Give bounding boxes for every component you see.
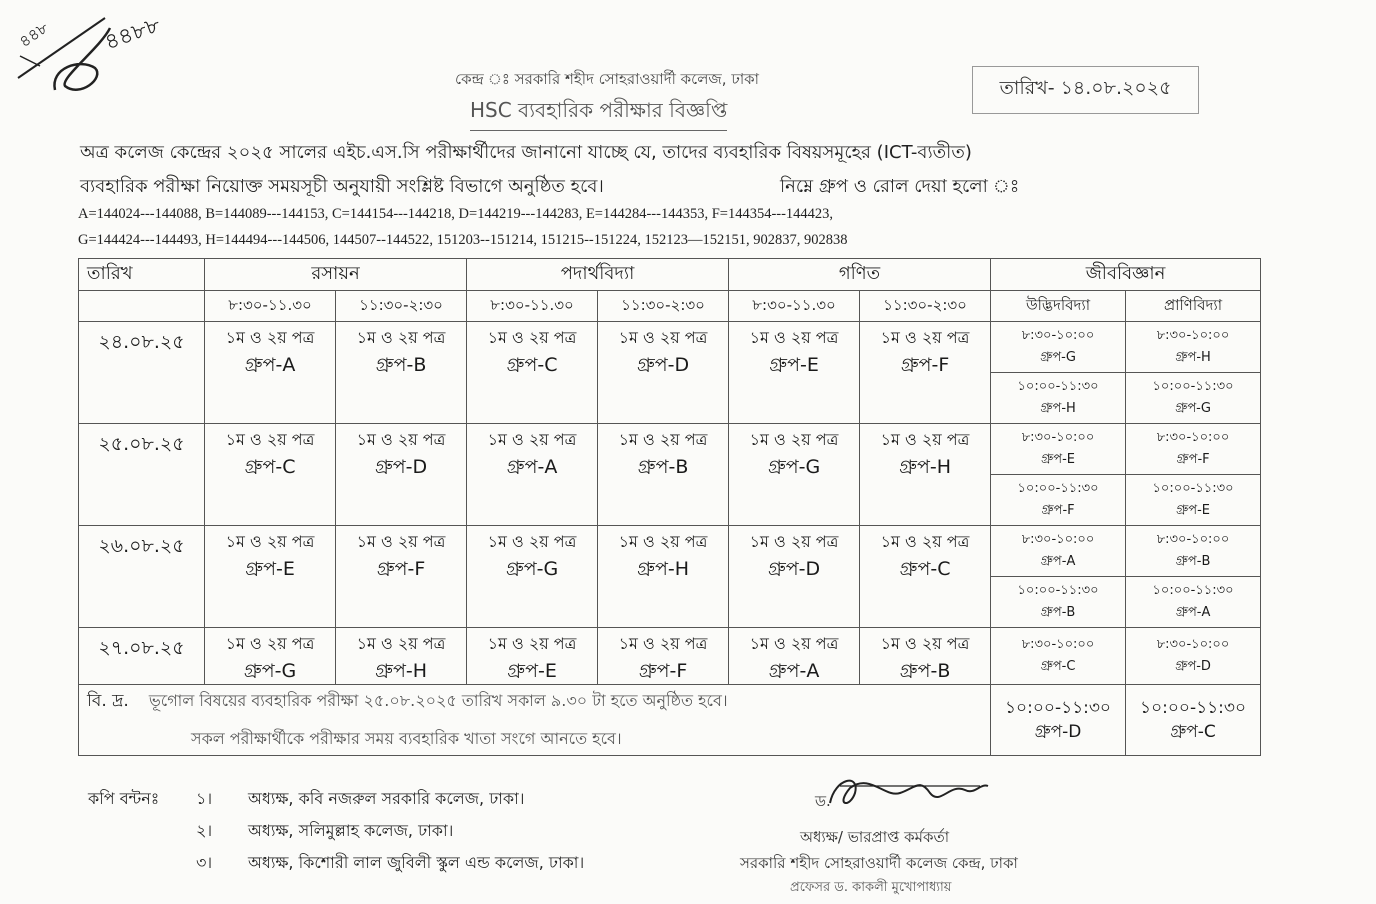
paper-label: ১ম ও ২য় পত্র	[880, 532, 970, 551]
bio-cell	[1126, 322, 1261, 373]
bio-group: গ্রুপ-C	[1040, 659, 1076, 674]
time-slot: ১১:৩০-২:৩০	[860, 291, 991, 322]
exam-cell	[598, 322, 729, 424]
schedule-row	[79, 424, 1261, 475]
bio-time: ৮:৩০-১০:০০	[1156, 430, 1230, 445]
group-label: গ্রুপ-D	[767, 558, 821, 580]
paper-label: ১ম ও ২য় পত্র	[487, 328, 577, 347]
paper-label: ১ম ও ২য় পত্র	[618, 430, 708, 449]
notice-line-1: অত্র কলেজ কেন্দ্রের ২০২৫ সালের এইচ.এস.সি পরীক্ষার্থীদের জানানো যাচ্ছে যে, তাদের ব্যবহারিক বিষয়সমূহের (ICT-ব্যতীত)	[80, 142, 972, 163]
paper-label: ১ম ও ২য় পত্র	[225, 532, 315, 551]
bio-group: গ্রুপ-H	[1175, 350, 1211, 365]
paper-label: ১ম ও ২য় পত্র	[749, 430, 839, 449]
paper-label: ১ম ও ২য় পত্র	[749, 634, 839, 653]
bio-time: ১০:০০-১১:৩০	[1152, 481, 1234, 496]
bio-time: ১০:০০-১১:৩০	[1005, 698, 1111, 718]
exam-cell	[205, 628, 336, 685]
group-label: গ্রুপ-G	[505, 558, 559, 580]
subject-chemistry: রসায়ন	[205, 259, 467, 291]
bio-time: ৮:৩০-১০:০০	[1021, 328, 1095, 343]
bio-sub-botany: উদ্ভিদবিদ্যা	[991, 291, 1126, 322]
bio-group: গ্রুপ-G	[1040, 350, 1076, 365]
exam-cell	[205, 526, 336, 628]
bio-group: গ্রুপ-E	[1041, 452, 1076, 467]
bio-group: গ্রুপ-D	[1175, 659, 1211, 674]
note-cell	[79, 685, 991, 756]
bio-time: ১০:০০-১১:৩০	[1017, 481, 1099, 496]
paper-label: ১ম ও ২য় পত্র	[225, 328, 315, 347]
notice-line-2: ব্যবহারিক পরীক্ষা নিয়োক্ত সময়সূচী অনুযায়ী সংশ্লিষ্ট বিভাগে অনুষ্ঠিত হবে।	[80, 176, 604, 197]
exam-cell	[860, 526, 991, 628]
copy-item-2: অধ্যক্ষ, সলিমুল্লাহ কলেজ, ঢাকা।	[248, 821, 454, 840]
exam-cell	[336, 628, 467, 685]
paper-label: ১ম ও ২য় পত্র	[225, 430, 315, 449]
bio-group: গ্রুপ-E	[1176, 503, 1211, 518]
group-label: গ্রুপ-F	[900, 354, 950, 376]
signature-prefix: ড.	[815, 792, 831, 810]
row-date: ২৪.০৮.২৫	[79, 322, 205, 424]
exam-cell	[860, 322, 991, 424]
paper-label: ১ম ও ২য় পত্র	[618, 634, 708, 653]
exam-cell	[729, 322, 860, 424]
bio-cell	[1126, 373, 1261, 424]
exam-cell	[598, 424, 729, 526]
bio-group: গ্রুপ-B	[1175, 554, 1211, 569]
group-label: গ্রুপ-B	[899, 660, 951, 682]
bio-group: গ্রুপ-F	[1176, 452, 1210, 467]
roll-ranges-2: G=144424---144493, H=144494---144506, 144507--144522, 151203--151214, 151215--151224, 152123—152151, 902837, 902838	[78, 232, 848, 248]
bio-cell	[1126, 424, 1261, 475]
group-label: গ্রুপ-H	[375, 660, 427, 682]
group-label: গ্রুপ-F	[638, 660, 688, 682]
group-label: গ্রুপ-A	[768, 660, 820, 682]
group-label: গ্রুপ-C	[899, 558, 951, 580]
group-label: গ্রুপ-F	[376, 558, 426, 580]
group-label: গ্রুপ-D	[374, 456, 428, 478]
notice-line-2-right: নিম্নে গ্রুপ ও রোল দেয়া হলো ঃ	[780, 176, 1020, 197]
exam-cell	[467, 526, 598, 628]
exam-cell	[729, 424, 860, 526]
note-label: বি. দ্র.	[87, 690, 129, 711]
row-date: ২৫.০৮.২৫	[79, 424, 205, 526]
paper-label: ১ম ও ২য় পত্র	[356, 532, 446, 551]
paper-label: ১ম ও ২য় পত্র	[487, 430, 577, 449]
header-row-1	[79, 259, 1261, 291]
note-text-2: ৪৪৮৮	[101, 12, 164, 56]
group-label: গ্রুপ-H	[637, 558, 689, 580]
bio-group: গ্রুপ-C	[1170, 722, 1216, 742]
bio-cell	[1126, 628, 1261, 685]
copy-label: কপি বন্টনঃ	[88, 789, 160, 808]
bio-group: গ্রুপ-A	[1175, 605, 1211, 620]
date-header: তারিখ	[79, 259, 205, 291]
subject-physics: পদার্থবিদ্যা	[467, 259, 729, 291]
exam-cell	[860, 424, 991, 526]
group-label: গ্রুপ-E	[769, 354, 819, 376]
group-label: গ্রুপ-G	[243, 660, 297, 682]
bio-time: ৮:৩০-১০:০০	[1156, 532, 1230, 547]
final-bio-cell	[1126, 685, 1261, 756]
copy-num-3: ৩।	[196, 853, 213, 872]
paper-label: ১ম ও ২য় পত্র	[749, 328, 839, 347]
copy-num-1: ১।	[196, 789, 213, 808]
subject-math: গণিত	[729, 259, 991, 291]
paper-label: ১ম ও ২য় পত্র	[487, 634, 577, 653]
exam-cell	[467, 322, 598, 424]
signature-image	[800, 768, 990, 818]
exam-cell	[205, 322, 336, 424]
group-label: গ্রুপ-B	[375, 354, 427, 376]
group-label: গ্রুপ-G	[767, 456, 821, 478]
notice-title: HSC ব্যবহারিক পরীক্ষার বিজ্ঞপ্তি	[470, 96, 727, 131]
copy-num-2: ২।	[196, 821, 213, 840]
schedule-row	[79, 526, 1261, 577]
bio-group: গ্রুপ-G	[1175, 401, 1211, 416]
bio-cell	[1126, 577, 1261, 628]
signature-name: প্রফেসর ড. কাকলী মুখোপাধ্যায়	[790, 880, 952, 895]
note-line-1: ভূগোল বিষয়ের ব্যবহারিক পরীক্ষা ২৫.০৮.২০২৫ তারিখ সকাল ৯.৩০ টা হতে অনুষ্ঠিত হবে।	[148, 690, 728, 710]
group-label: গ্রুপ-A	[244, 354, 296, 376]
note-row	[79, 685, 1261, 756]
center-name: কেন্দ্র ঃ সরকারি শহীদ সোহরাওয়ার্দী কলেজ, ঢাকা	[455, 70, 760, 88]
exam-cell	[467, 424, 598, 526]
group-label: গ্রুপ-E	[507, 660, 557, 682]
time-slot: ১১:৩০-২:৩০	[336, 291, 467, 322]
exam-cell	[729, 628, 860, 685]
paper-label: ১ম ও ২য় পত্র	[356, 328, 446, 347]
group-label: গ্রুপ-C	[244, 456, 296, 478]
exam-cell	[336, 424, 467, 526]
exam-cell	[598, 526, 729, 628]
bio-time: ৮:৩০-১০:০০	[1021, 637, 1095, 652]
bio-cell	[991, 628, 1126, 685]
group-label: গ্রুপ-B	[637, 456, 689, 478]
group-label: গ্রুপ-A	[506, 456, 558, 478]
paper-label: ১ম ও ২য় পত্র	[880, 634, 970, 653]
bio-time: ৮:৩০-১০:০০	[1021, 430, 1095, 445]
schedule-table	[78, 258, 1261, 756]
group-label: গ্রুপ-C	[506, 354, 558, 376]
exam-cell	[336, 322, 467, 424]
bio-cell	[991, 577, 1126, 628]
group-label: গ্রুপ-H	[899, 456, 951, 478]
exam-cell	[729, 526, 860, 628]
bio-cell	[1126, 475, 1261, 526]
paper-label: ১ম ও ২য় পত্র	[356, 634, 446, 653]
time-slot: ৮:৩০-১১.৩০	[729, 291, 860, 322]
group-label: গ্রুপ-D	[636, 354, 690, 376]
signature-org: সরকারি শহীদ সোহরাওয়ার্দী কলেজ কেন্দ্র, ঢাকা	[740, 854, 1018, 872]
row-date: ২৭.০৮.২৫	[79, 628, 205, 685]
time-slot: ৮:৩০-১১.৩০	[467, 291, 598, 322]
bio-time: ১০:০০-১১:৩০	[1152, 583, 1234, 598]
note-line-2: সকল পরীক্ষার্থীকে পরীক্ষার সময় ব্যবহারিক খাতা সংগে আনতে হবে।	[191, 728, 622, 748]
bio-group: গ্রুপ-A	[1040, 554, 1076, 569]
bio-cell	[991, 322, 1126, 373]
exam-cell	[467, 628, 598, 685]
paper-label: ১ম ও ২য় পত্র	[880, 430, 970, 449]
exam-cell	[336, 526, 467, 628]
paper-label: ১ম ও ২য় পত্র	[618, 532, 708, 551]
bio-time: ৮:৩০-১০:০০	[1156, 637, 1230, 652]
bio-time: ১০:০০-১১:৩০	[1140, 698, 1246, 718]
notice-date: তারিখ- ১৪.০৮.২০২৫	[972, 66, 1199, 114]
copy-item-3: অধ্যক্ষ, কিশোরী লাল জুবিলী স্কুল এন্ড কলেজ, ঢাকা।	[248, 853, 585, 872]
copy-item-1: অধ্যক্ষ, কবি নজরুল সরকারি কলেজ, ঢাকা।	[248, 789, 525, 808]
handwritten-note	[10, 8, 220, 103]
bio-group: গ্রুপ-F	[1041, 503, 1075, 518]
time-slot: ৮:৩০-১১.৩০	[205, 291, 336, 322]
paper-label: ১ম ও ২য় পত্র	[880, 328, 970, 347]
bio-cell	[991, 424, 1126, 475]
paper-label: ১ম ও ২য় পত্র	[618, 328, 708, 347]
row-date: ২৬.০৮.২৫	[79, 526, 205, 628]
final-bio-cell	[991, 685, 1126, 756]
bio-time: ১০:০০-১১:৩০	[1017, 379, 1099, 394]
bio-group: গ্রুপ-H	[1040, 401, 1076, 416]
header-row-2	[79, 291, 1261, 322]
bio-cell	[1126, 526, 1261, 577]
bio-cell	[991, 475, 1126, 526]
schedule-row	[79, 322, 1261, 373]
exam-cell	[860, 628, 991, 685]
bio-cell	[991, 373, 1126, 424]
paper-label: ১ম ও ২য় পত্র	[356, 430, 446, 449]
time-slot: ১১:৩০-২:৩০	[598, 291, 729, 322]
paper-label: ১ম ও ২য় পত্র	[225, 634, 315, 653]
group-label: গ্রুপ-E	[245, 558, 295, 580]
bio-time: ৮:৩০-১০:০০	[1156, 328, 1230, 343]
bio-sub-zoology: প্রাণিবিদ্যা	[1126, 291, 1261, 322]
bio-time: ৮:৩০-১০:০০	[1021, 532, 1095, 547]
paper-label: ১ম ও ২য় পত্র	[749, 532, 839, 551]
bio-group: গ্রুপ-D	[1034, 722, 1082, 742]
bio-cell	[991, 526, 1126, 577]
paper-label: ১ম ও ২য় পত্র	[487, 532, 577, 551]
exam-cell	[205, 424, 336, 526]
note-text-1: ৪৪৮	[15, 17, 52, 52]
bio-group: গ্রুপ-B	[1040, 605, 1076, 620]
schedule-row	[79, 628, 1261, 685]
signature-role: অধ্যক্ষ/ ভারপ্রাপ্ত কর্মকর্তা	[800, 828, 950, 846]
roll-ranges-1: A=144024---144088, B=144089---144153, C=144154---144218, D=144219---144283, E=144284---144353, F=144354---144423,	[78, 206, 834, 222]
bio-time: ১০:০০-১১:৩০	[1152, 379, 1234, 394]
bio-time: ১০:০০-১১:৩০	[1017, 583, 1099, 598]
subject-biology: জীববিজ্ঞান	[991, 259, 1261, 291]
empty-cell	[79, 291, 205, 322]
exam-cell	[598, 628, 729, 685]
